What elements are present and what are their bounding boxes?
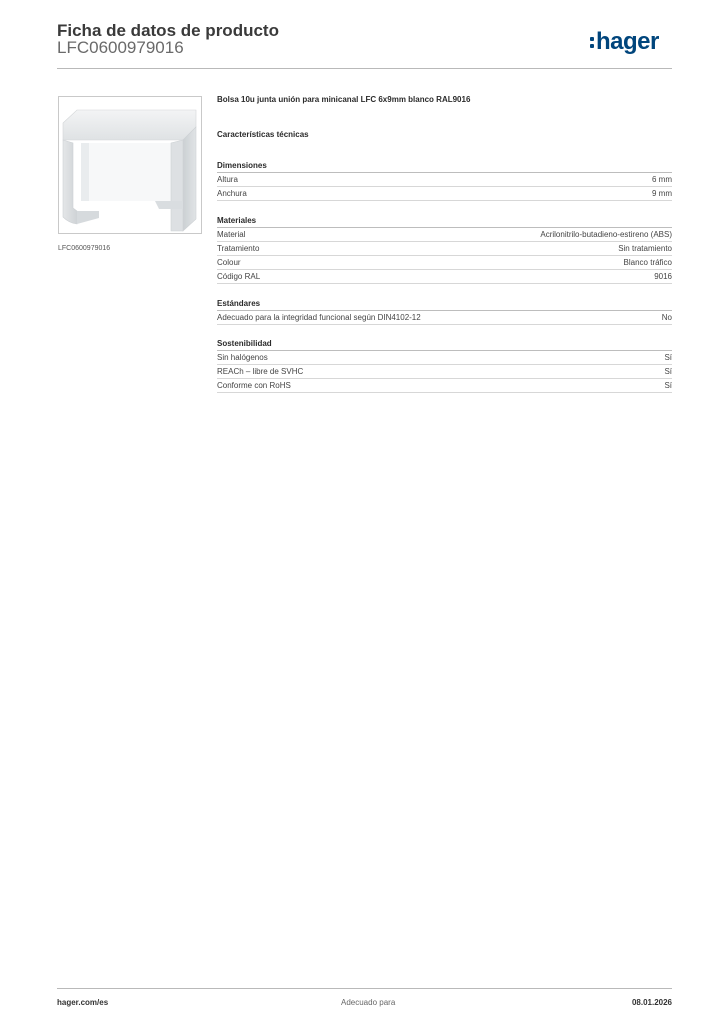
spec-label: Adecuado para la integridad funcional según DIN4102-12 bbox=[217, 313, 421, 322]
spec-value: Sí bbox=[664, 381, 672, 390]
spec-label: Sin halógenos bbox=[217, 353, 268, 362]
group-sostenibilidad bbox=[217, 337, 672, 393]
spec-label: Colour bbox=[217, 258, 241, 267]
product-description: Bolsa 10u junta unión para minicanal LFC 6x9mm blanco RAL9016 bbox=[217, 95, 471, 104]
group-title: Estándares bbox=[217, 297, 672, 311]
spec-row bbox=[217, 256, 672, 270]
spec-label: REACh – libre de SVHC bbox=[217, 367, 304, 376]
spec-label: Conforme con RoHS bbox=[217, 381, 291, 390]
footer-center-text: Adecuado para bbox=[341, 998, 396, 1007]
image-caption: LFC0600979016 bbox=[58, 245, 111, 252]
spec-label: Material bbox=[217, 230, 246, 239]
footer-date: 08.01.2026 bbox=[631, 998, 672, 1007]
spec-row bbox=[217, 311, 672, 325]
spec-value: Sí bbox=[664, 353, 672, 362]
spec-label: Código RAL bbox=[217, 272, 261, 281]
header-divider bbox=[57, 68, 672, 69]
footer-website-link[interactable]: hager.com/es bbox=[57, 998, 109, 1007]
spec-label: Altura bbox=[217, 175, 238, 184]
logo-text: hager bbox=[596, 28, 659, 55]
spec-row bbox=[217, 351, 672, 365]
spec-value: Sin tratamiento bbox=[618, 244, 672, 253]
product-image bbox=[58, 96, 202, 234]
footer-divider bbox=[57, 988, 672, 989]
spec-row bbox=[217, 270, 672, 284]
spec-value: 9016 bbox=[654, 272, 672, 281]
group-materiales bbox=[217, 214, 672, 284]
logo-dots-icon bbox=[590, 32, 595, 50]
product-sku: LFC0600979016 bbox=[57, 38, 184, 57]
spec-value: 9 mm bbox=[652, 189, 672, 198]
spec-content bbox=[217, 94, 672, 393]
product-illustration bbox=[59, 97, 201, 233]
spec-row bbox=[217, 228, 672, 242]
section-heading: Características técnicas bbox=[217, 130, 309, 139]
spec-row bbox=[217, 242, 672, 256]
page-title: Ficha de datos de producto bbox=[57, 21, 279, 40]
spec-value: No bbox=[661, 313, 672, 322]
group-title: Materiales bbox=[217, 214, 672, 228]
group-title: Sostenibilidad bbox=[217, 337, 672, 351]
spec-label: Anchura bbox=[217, 189, 247, 198]
spec-row bbox=[217, 173, 672, 187]
spec-row bbox=[217, 365, 672, 379]
spec-label: Tratamiento bbox=[217, 244, 260, 253]
spec-row bbox=[217, 379, 672, 393]
spec-row bbox=[217, 187, 672, 201]
group-estandares bbox=[217, 297, 672, 325]
spec-value: Blanco tráfico bbox=[623, 258, 672, 267]
spec-value: 6 mm bbox=[652, 175, 672, 184]
group-dimensiones bbox=[217, 159, 672, 201]
hager-logo bbox=[590, 28, 659, 56]
spec-value: Sí bbox=[664, 367, 672, 376]
spec-value: Acrilonitrilo-butadieno-estireno (ABS) bbox=[540, 230, 672, 239]
group-title: Dimensiones bbox=[217, 159, 672, 173]
